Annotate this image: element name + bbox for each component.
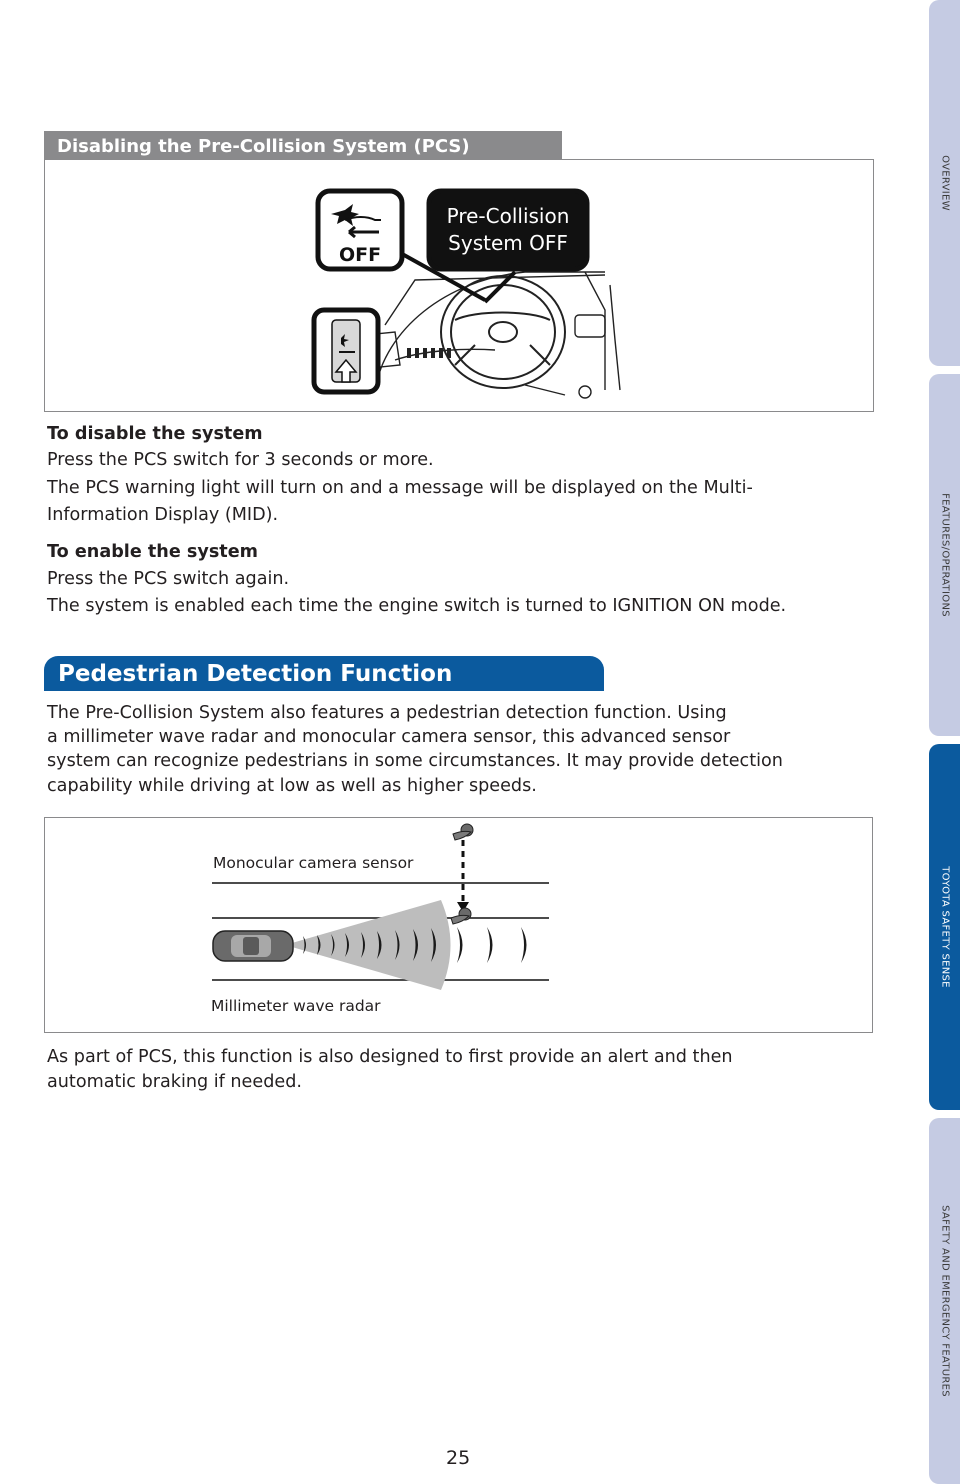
tab-overview-label: OVERVIEW [939, 155, 950, 211]
pedestrian-icon-far [453, 824, 473, 840]
tab-safety-emergency-features[interactable] [929, 1118, 960, 1484]
pcs-figure [44, 159, 874, 412]
disable-instruction-3: Information Display (MID). [47, 505, 279, 525]
pedestrian-intro-3: system can recognize pedestrians in some circumstances. It may provide detection [47, 751, 783, 771]
tab-safety-emergency-features-label: SAFETY AND EMERGENCY FEATURES [939, 1205, 950, 1397]
display-text-line2: System OFF [448, 231, 568, 255]
tab-toyota-safety-sense-label: TOYOTA SAFETY SENSE [939, 866, 950, 988]
closing-text-1: As part of PCS, this function is also designed to first provide an alert and then [47, 1047, 733, 1067]
enable-heading: To enable the system [47, 542, 258, 562]
pcs-switch-press-icon [314, 310, 378, 392]
page-number: 25 [446, 1447, 471, 1469]
pedestrian-icon-near [451, 908, 471, 924]
pcs-display-callout [429, 191, 587, 269]
tab-overview[interactable] [929, 0, 960, 366]
camera-sensor-label: Monocular camera sensor [213, 854, 414, 872]
pedestrian-section-title: Pedestrian Detection Function [44, 656, 604, 691]
tab-features-operations-label: FEATURES/OPERATIONS [939, 493, 950, 617]
off-label: OFF [338, 244, 382, 266]
closing-text-2: automatic braking if needed. [47, 1072, 302, 1092]
pedestrian-intro-1: The Pre-Collision System also features a pedestrian detection function. Using [47, 703, 727, 723]
tab-toyota-safety-sense[interactable] [929, 744, 960, 1110]
pedestrian-intro-4: capability while driving at low as well as higher speeds. [47, 776, 537, 796]
dashboard-illustration [45, 160, 873, 411]
tab-features-operations[interactable] [929, 374, 960, 736]
display-text-line1: Pre-Collision [446, 204, 570, 228]
enable-instruction-2: The system is enabled each time the engine switch is turned to IGNITION ON mode. [47, 596, 787, 616]
disable-instruction-2: The PCS warning light will turn on and a message will be displayed on the Multi- [47, 478, 753, 498]
radar-camera-illustration [45, 818, 872, 1032]
pcs-section-title: Disabling the Pre-Collision System (PCS) [44, 131, 562, 160]
pcs-off-switch-icon [318, 191, 402, 269]
pedestrian-intro-2: a millimeter wave radar and monocular camera sensor, this advanced sensor [47, 727, 731, 747]
pedestrian-figure [44, 817, 873, 1033]
disable-heading: To disable the system [47, 424, 263, 444]
radar-label: Millimeter wave radar [211, 997, 381, 1015]
car-icon [213, 931, 293, 961]
enable-instruction-1: Press the PCS switch again. [47, 569, 290, 589]
disable-instruction-1: Press the PCS switch for 3 seconds or more. [47, 450, 434, 470]
